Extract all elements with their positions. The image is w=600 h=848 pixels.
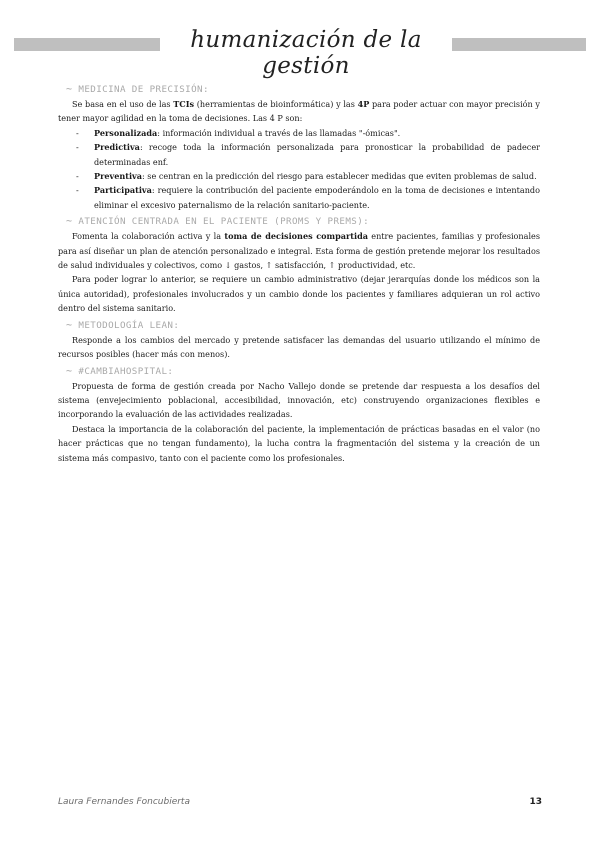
- paragraph: Destaca la importancia de la colaboración del paciente, la implementación de prácticas basadas en el valor (no hacer prácticas que no tengan fundamento), la lucha contra la fragmentación del sistema y la creación de un sistema más compasivo, tanto con el paciente como los profesionales.: [58, 423, 540, 463]
- paragraph: Para poder lograr lo anterior, se requiere un cambio administrativo (dejar jerarquías donde los médicos son la única autoridad), profesionales involucrados y un cambio donde los pacientes y familiares adquieran un rol activo dentro del sistema sanitario.: [58, 274, 540, 314]
- section-title-atencion: ~ ATENCIÓN CENTRADA EN EL PACIENTE (PROMS Y PREMS):: [66, 216, 370, 228]
- section-title-medicina: ~ MEDICINA DE PRECISIÓN:: [66, 84, 209, 95]
- squiggle-icon: ~: [66, 319, 73, 331]
- header-bar-left: [14, 38, 160, 51]
- section-title-cambiahospital: ~ #CAMBIAHOSPITAL:: [66, 365, 174, 377]
- page-title: humanización de la gestión: [190, 27, 422, 79]
- paragraph: Se basa en el uso de las TCIs (herramientas de bioinformática) y las 4P para poder actuar con mayor precisión y tener mayor agilidad en la toma de decisiones. Las 4 P son:: [58, 99, 540, 124]
- page-number: 13: [529, 797, 542, 807]
- paragraph: Propuesta de forma de gestión creada por Nacho Vallejo donde se pretende dar respuesta a los desafíos del sistema (envejecimiento poblacional, accesibilidad, innovación, etc) construyendo organizaciones flexibles e incorporando la evaluación de las actividades realizadas.: [58, 380, 540, 420]
- paragraph: Fomenta la colaboración activa y la toma de decisiones compartida entre pacientes, familias y profesionales para así diseñar un plan de atención personalizado e integral. Esta forma de gestión pretende mejorar los resultados de salud individuales y colectivos, como ↓ gastos, ↑ satisfacción, ↑ productividad, etc.: [58, 231, 541, 271]
- header-bar-right: [452, 38, 586, 51]
- section-title-lean: ~ METODOLOGÍA LEAN:: [66, 319, 180, 331]
- page-header: [0, 26, 600, 79]
- list-item: - Participativa: requiere la contribución del paciente empoderándolo en la toma de decisiones e intentando eliminar el excesivo paternalismo de la relación sanitario-paciente.: [76, 185, 540, 210]
- list-item: - Personalizada: información individual a través de las llamadas "-ómicas".: [76, 127, 401, 138]
- footer-author: Laura Fernandes Foncubierta: [58, 797, 190, 807]
- page-footer: [58, 797, 542, 811]
- paragraph: Responde a los cambios del mercado y pretende satisfacer las demandas del usuario utilizando el mínimo de recursos posibles (hacer más con menos).: [58, 334, 540, 360]
- list-item: - Predictiva: recoge toda la información personalizada para pronosticar la probabilidad de padecer determinadas enf.: [76, 142, 540, 167]
- list-item: - Preventiva: se centran en la predicción del riesgo para establecer medidas que eviten problemas de salud.: [76, 171, 537, 182]
- squiggle-icon: ~: [66, 216, 73, 228]
- squiggle-icon: ~: [66, 84, 73, 95]
- page-content: [58, 82, 540, 465]
- four-p-list: [76, 126, 540, 212]
- squiggle-icon: ~: [66, 365, 73, 377]
